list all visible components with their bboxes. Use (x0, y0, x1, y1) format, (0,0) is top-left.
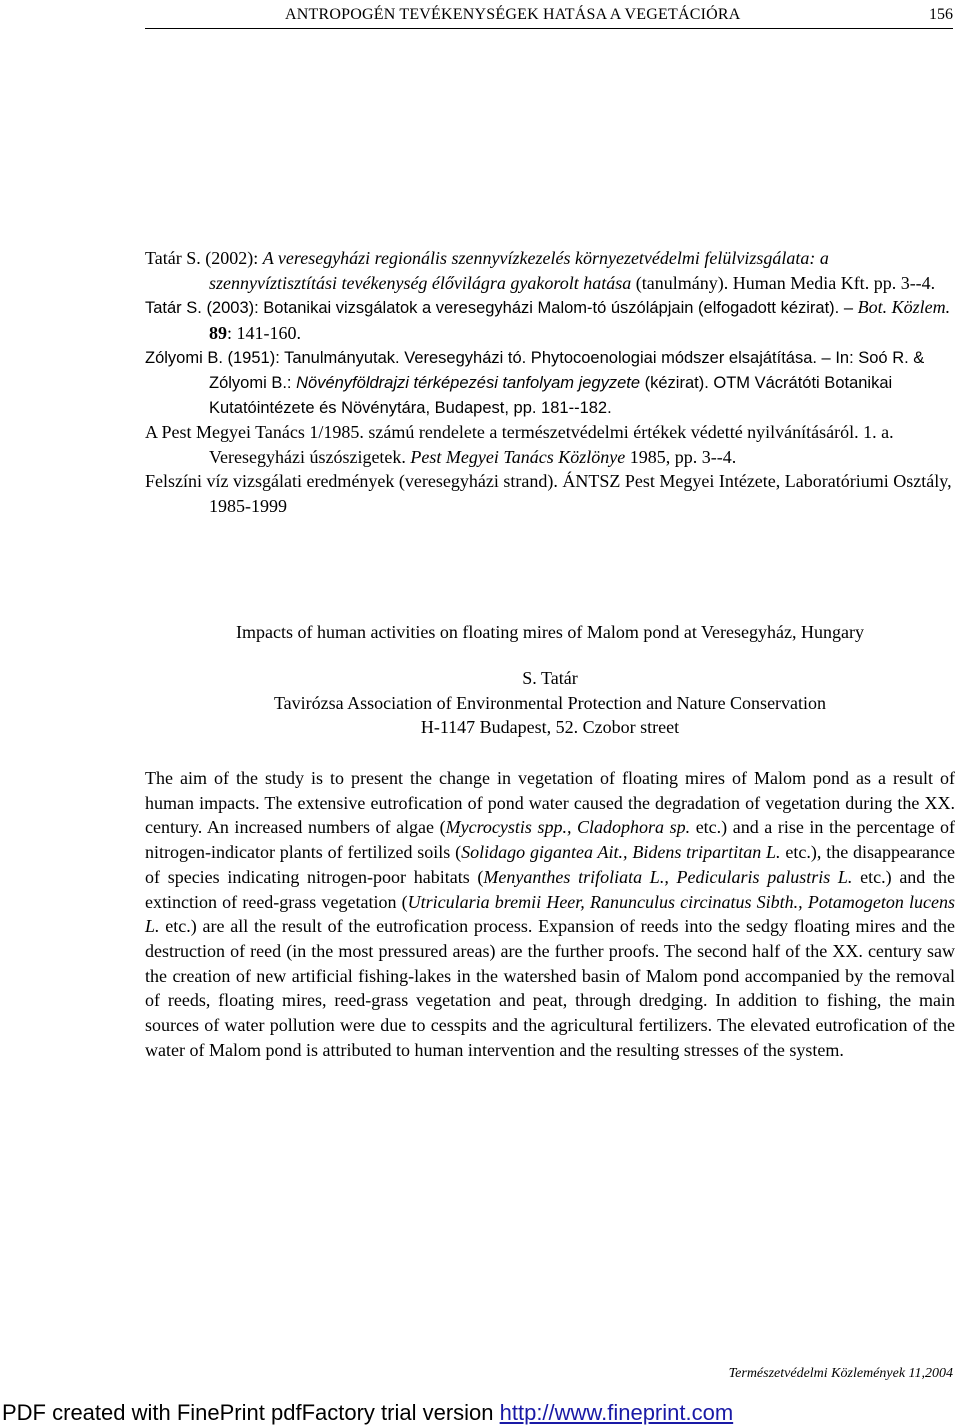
page-number: 156 (929, 6, 953, 23)
abstract: The aim of the study is to present the change in vegetation of floating mires of Malom pond as a result of human impacts. The extensive eutrofication of pond water caused the degradation of vegetation during the XX. century. An increased numbers of algae (Mycrocystis spp., Cladophora sp. etc.) and a rise in the percentage of nitrogen-indicator plants of fertilized soils (Solidago gigantea Ait., Bidens tripartitan L. etc.), the disappearance of species indicating nitrogen-poor habitats (Menyanthes trifoliata L., Pedicularis palustris L. etc.) and the extinction of reed-grass vegetation (Utricularia bremii Heer, Ranunculus circinatus Sibth., Potamogeton lucens L. etc.) are all the result of the eutrofication process. Expansion of reeds into the sedgy floating mires and the destruction of reed (in the most pressured areas) are the further proofs. The second half of the XX. century saw the creation of new artificial fishing-lakes in the watershed basin of Malom pond accompanied by the removal of reeds, floating mires, reed-grass vegetation and peat, through dredging. In addition to fishing, the main sources of water pollution were due to cesspits and the agricultural fertilizers. The elevated eutrofication of the water of Malom pond is attributed to human intervention and the resulting stresses of the system. (145, 768, 956, 1060)
running-header-title: ANTROPOGÉN TEVÉKENYSÉGEK HATÁSA A VEGETÁCIÓRA (285, 6, 741, 23)
author-block (145, 666, 955, 740)
running-header (145, 4, 953, 29)
fineprint-link[interactable]: http://www.fineprint.com (499, 1400, 734, 1425)
author-affiliation: Tavirózsa Association of Environmental Protection and Nature Conservation (273, 692, 827, 713)
reference-item: Tatár S. (2002): A veresegyházi regionális szennyvízkezelés környezetvédelmi felülvizsgálata: a szennyvíztisztítási tevékenység élővilágra gyakorolt hatása (tanulmány). Human Media Kft. pp. 3--4. (145, 248, 936, 293)
journal-citation: Természetvédelmi Közlemények 11,2004 (728, 1366, 953, 1381)
pdf-footer (2, 1399, 733, 1427)
reference-list (145, 246, 955, 519)
english-title: Impacts of human activities on floating mires of Malom pond at Veresegyház, Hungary (235, 622, 864, 642)
reference-item: Tatár S. (2003): Botanikai vizsgálatok a veresegyházi Malom-tó úszólápjain (elfogadott kézirat). – Bot. Közlem. 89: 141-160. (145, 297, 951, 343)
author-address: H-1147 Budapest, 52. Czobor street (420, 717, 680, 737)
reference-item: Felszíni víz vizsgálati eredmények (veresegyházi strand). ÁNTSZ Pest Megyei Intézete, Laboratóriumi Osztály, 1985-1999 (145, 471, 952, 516)
reference-item: Zólyomi B. (1951): Tanulmányutak. Veresegyházi tó. Phytocoenologiai módszer elsajátítása. – In: Soó R. & Zólyomi B.: Növényföldrajzi térképezési tanfolyam jegyzete (kézirat). OTM Vácrátóti Botanikai Kutatóintézete és Növénytára, Budapest, pp. 181--182. (145, 349, 925, 417)
reference-item: A Pest Megyei Tanács 1/1985. számú rendelete a természetvédelmi értékek védetté nyilvánításáról. 1. a. Veresegyházi úszószigetek. Pest Megyei Tanács Közlönye 1985, pp. 3--4. (145, 422, 894, 467)
author-name: S. Tatár (522, 668, 578, 688)
footer-text: PDF created with FinePrint pdfFactory trial version (2, 1400, 500, 1425)
